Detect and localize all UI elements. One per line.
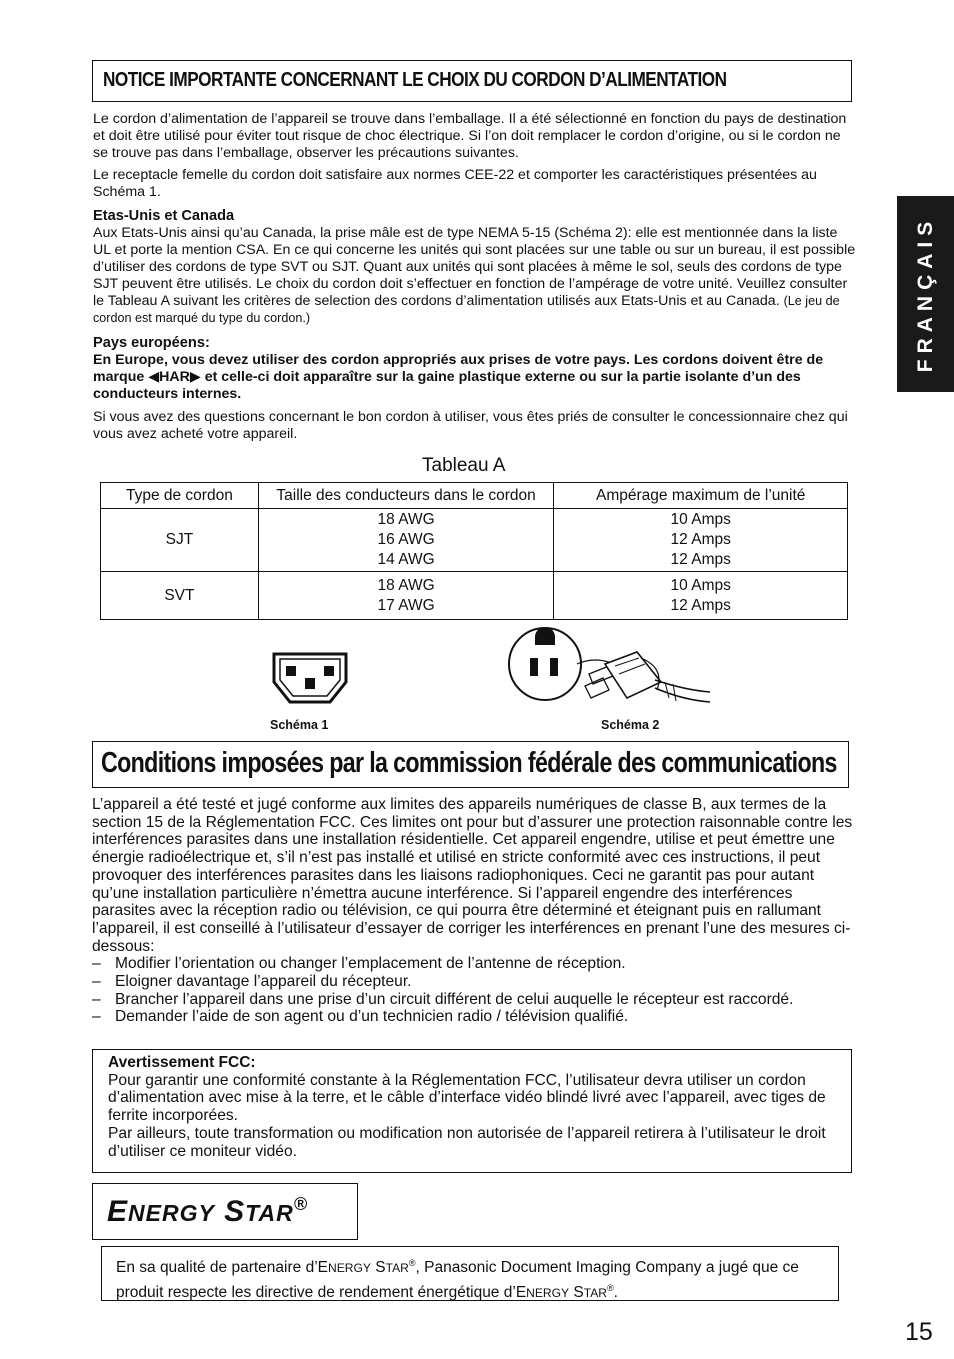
europe-heading: Pays européens: [93, 335, 210, 351]
brand-e: E [317, 1259, 328, 1277]
schema1-receptacle-illustration [268, 648, 352, 708]
notice-paragraph-2: Le receptacle femelle du cordon doit satisfaire aux normes CEE-22 et comporter les caractéristiques présentées au Schéma 1. [93, 167, 817, 200]
brand-e: E [515, 1284, 527, 1302]
energy-title-nergy: NERGY [128, 1200, 215, 1226]
europe-text [93, 352, 858, 403]
amp-value: 10 Amps [670, 576, 731, 594]
registered-mark: ® [293, 1194, 308, 1214]
us-canada-text [93, 225, 858, 327]
list-item: – Brancher l’appareil dans une prise d’un circuit différent de celui auquelle le récepteur est raccordé. [92, 991, 857, 1009]
amp-value: 10 Amps [670, 511, 731, 528]
cord-type-cell: SVT [101, 572, 259, 620]
brand-s: S [375, 1259, 386, 1277]
table-row [101, 509, 848, 572]
conductor-size-cell [258, 509, 554, 572]
amp-value: 12 Amps [670, 531, 731, 548]
table-header: Ampérage maximum de l’unité [554, 483, 848, 509]
page-number: 15 [905, 1318, 933, 1346]
brand-tar: TAR [385, 1261, 409, 1276]
registered-mark: ® [607, 1283, 614, 1294]
fcc-body [92, 796, 857, 1026]
notice-final-paragraph: Si vous avez des questions concernant le bon cordon à utiliser, vous êtes priés de consulter le concessionnaire chez qui vous avez acheté votre appareil. [93, 409, 848, 442]
us-canada-body: Aux Etats-Unis ainsi qu’au Canada, la prise mâle est de type NEMA 5-15 (Schéma 2): elle est mentionnée dans la liste UL et porte la mention CSA. En ce qui concerne les unités qui sont placées sur une table ou sur un bureau, il est possible d’utiliser des cordons de type SVT ou SJT. Quant aux unités qui sont placées à même le sol, seuls des cordons de type SJT peuvent être utilisés. Le choix du cordon doit s’effectuer en fonction de l’ampérage de votre unité. Veuillez consulter le Tableau A suivant les critères de selection des cordons d’alimentation utilisés aux Etats-Unis et au Canada. [93, 225, 856, 309]
brand-s: S [573, 1284, 584, 1302]
fcc-warning-box [92, 1049, 852, 1173]
brand-tar: TAR [583, 1286, 608, 1301]
table-header: Taille des conducteurs dans le cordon [258, 483, 554, 509]
fcc-warning-paragraph-2: Par ailleurs, toute transformation ou modification non autorisée de l’appareil retirera à l’utilisateur le droit d’utiliser ce moniteur vidéo. [108, 1124, 826, 1160]
energy-title-s: S [224, 1195, 246, 1228]
europe-text-part-1: En Europe, vous devez utiliser des cordon appropriés aux prises de votre pays. Les cordons doivent être de marque [93, 352, 824, 385]
amperage-cell [554, 572, 848, 620]
table-row [101, 572, 848, 620]
europe-text-part-2: et celle-ci doit apparaître sur la gaine plastique externe ou sur la partie isolante d’un des conducteurs internes. [93, 369, 801, 402]
brand-nergy: NERGY [327, 1261, 371, 1276]
har-mark: ◀HAR▶ [148, 369, 201, 385]
list-item: – Modifier l’orientation ou changer l’emplacement de l’antenne de réception. [92, 955, 857, 973]
cord-type-cell: SJT [101, 509, 259, 572]
fcc-warning-paragraph-1: Pour garantir une conformité constante à la Réglementation FCC, l’utilisateur devra utiliser un cordon d’alimentation avec mise à la terre, et le câble d’interface vidéo blindé livré avec l’appareil, avec tiges de ferrite incorporées. [108, 1071, 826, 1125]
energy-text-part-1: En sa qualité de partenaire d’ [116, 1259, 318, 1277]
energy-title-e: E [107, 1195, 129, 1228]
fcc-title: Conditions imposées par la commission fédérale des communications [101, 747, 837, 779]
energy-title-tar: TAR [245, 1200, 294, 1226]
notice-body [93, 111, 858, 443]
energy-star-title-box [92, 1183, 358, 1240]
schema2-plug-illustration [505, 624, 715, 718]
fcc-title-box [92, 741, 849, 788]
us-canada-note: (Le jeu de cordon est marqué du type du cordon.) [93, 294, 840, 325]
table-caption: Tableau A [422, 455, 506, 476]
fcc-paragraph: L’appareil a été testé et jugé conforme aux limites des appareils numériques de classe B, aux termes de la section 15 de la Réglementation FCC. Ces limites ont pour but d’assurer une protection raisonnable contre les interférences parasites dans une installation résidentielle. Cet appareil engendre, utilise et peut émettre une énergie radioélectrique et, s’il n’est pas installé et utilisé en stricte conformité avec ces instructions, il peut provoquer des interférences parasites dans les liaisons radiophoniques. Ceci ne garantit pas pour autant qu’une installation particulière n’émettra aucune interférence. Si l’appareil engendre des interférences parasites avec la réception radio ou télévision, ce qui pourra être déterminé et éteignant puis en rallumant l’appareil, il est conseillé à l’utilisateur d’essayer de corriger les interférences en prenant l’une des mesures ci-dessous: [92, 796, 853, 955]
notice-title: NOTICE IMPORTANTE CONCERNANT LE CHOIX DU CORDON D’ALIMENTATION [103, 69, 727, 91]
brand-nergy: NERGY [526, 1286, 570, 1301]
amperage-cell [554, 509, 848, 572]
energy-star-text-box [101, 1246, 839, 1301]
language-label: FRANÇAIS [913, 215, 937, 373]
fcc-warning-heading: Avertissement FCC: [108, 1054, 256, 1071]
table-header: Type de cordon [101, 483, 259, 509]
size-value: 18 AWG [377, 511, 435, 528]
us-canada-heading: Etas-Unis et Canada [93, 208, 235, 224]
energy-text-part-2: , Panasonic Document Imaging Company a jugé que ce produit respecte les directive de rendement énergétique d’ [116, 1259, 799, 1302]
conductor-size-cell [258, 572, 554, 620]
registered-mark: ® [408, 1258, 416, 1268]
size-value: 17 AWG [377, 596, 435, 614]
list-item: – Eloigner davantage l’appareil du récepteur. [92, 973, 857, 991]
amp-value: 12 Amps [670, 596, 731, 614]
fcc-measures-list [92, 955, 857, 1026]
size-value: 16 AWG [377, 531, 435, 548]
amp-value: 12 Amps [670, 551, 731, 568]
schema2-label: Schéma 2 [601, 718, 660, 732]
schema1-label: Schéma 1 [270, 718, 329, 732]
list-item: – Demander l’aide de son agent ou d’un technicien radio / télévision qualifié. [92, 1008, 857, 1026]
notice-paragraph-1: Le cordon d’alimentation de l’appareil se trouve dans l’emballage. Il a été sélectionné en fonction du pays de destination et doit être utilisé pour éviter tout risque de choc électrique. Si l’on doit remplacer le cordon d’origine, ou si le cordon ne se trouve pas dans l’emballage, observer les précautions suivantes. [93, 111, 847, 161]
cord-table [100, 482, 848, 620]
energy-star-title [107, 1194, 308, 1229]
table-header-row [101, 483, 848, 509]
notice-title-box [92, 60, 852, 102]
size-value: 18 AWG [377, 576, 435, 594]
energy-text-end: . [613, 1284, 618, 1302]
language-side-tab [897, 196, 954, 392]
size-value: 14 AWG [377, 551, 435, 568]
